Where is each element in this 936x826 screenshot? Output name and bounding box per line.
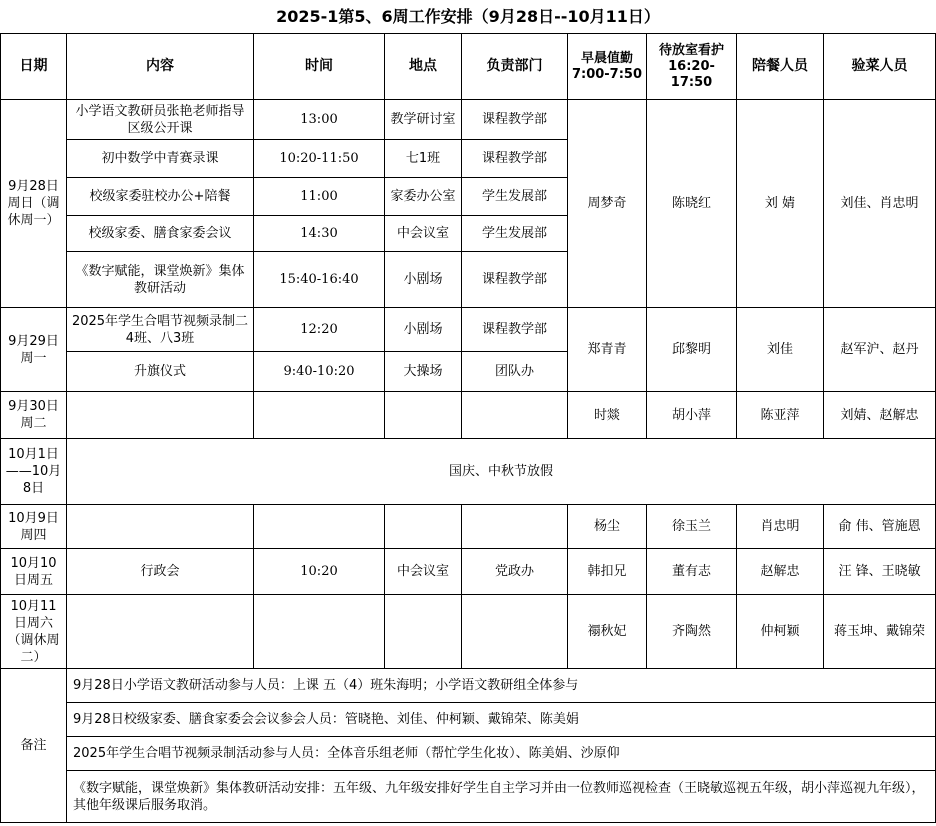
- event-content: 校级家委、膳食家委会议: [67, 216, 254, 252]
- morning-duty-cell: 韩扣兄: [568, 549, 647, 595]
- event-time: 10:20-11:50: [254, 140, 385, 178]
- remark-row: [1, 703, 936, 737]
- event-time: [254, 505, 385, 549]
- header-morning-duty-time: 7:00-7:50: [571, 66, 643, 82]
- event-place: 小剧场: [385, 308, 462, 352]
- event-dept: 课程教学部: [462, 252, 568, 308]
- event-place: [385, 505, 462, 549]
- after-school-cell: 董有志: [647, 549, 737, 595]
- event-time: 11:00: [254, 178, 385, 216]
- meal-cell: 仲柯颖: [737, 595, 824, 669]
- event-time: 13:00: [254, 100, 385, 140]
- event-time: 10:20: [254, 549, 385, 595]
- morning-duty-cell: 郑青青: [568, 308, 647, 392]
- after-school-cell: 胡小萍: [647, 392, 737, 439]
- event-content: 初中数学中青赛录课: [67, 140, 254, 178]
- table-row: [1, 505, 936, 549]
- food-check-cell: 赵军沪、赵丹: [824, 308, 936, 392]
- header-time: 时间: [254, 34, 385, 100]
- event-place: [385, 392, 462, 439]
- morning-duty-cell: 周梦奇: [568, 100, 647, 308]
- after-school-cell: 陈晓红: [647, 100, 737, 308]
- table-row: [1, 100, 936, 140]
- table-row: [1, 392, 936, 439]
- after-school-cell: 徐玉兰: [647, 505, 737, 549]
- event-content: 升旗仪式: [67, 352, 254, 392]
- table-row: [1, 308, 936, 352]
- event-time: 9:40-10:20: [254, 352, 385, 392]
- date-cell: 9月30日周二: [1, 392, 67, 439]
- table-row: [1, 439, 936, 505]
- event-place: 七1班: [385, 140, 462, 178]
- after-school-cell: 齐陶然: [647, 595, 737, 669]
- header-dept: 负责部门: [462, 34, 568, 100]
- event-content: [67, 392, 254, 439]
- remark-row: [1, 771, 936, 823]
- event-dept: 课程教学部: [462, 100, 568, 140]
- remark-text: 《数字赋能，课堂焕新》集体教研活动安排：五年级、九年级安排好学生自主学习并由一位教师巡视检查（王晓敏巡视五年级，胡小萍巡视九年级），其他年级课后服务取消。: [67, 771, 936, 823]
- event-dept: 学生发展部: [462, 216, 568, 252]
- holiday-cell: 国庆、中秋节放假: [67, 439, 936, 505]
- meal-cell: 刘 婧: [737, 100, 824, 308]
- date-cell: 10月10日周五: [1, 549, 67, 595]
- header-date: 日期: [1, 34, 67, 100]
- date-cell: 10月1日——10月8日: [1, 439, 67, 505]
- event-time: 14:30: [254, 216, 385, 252]
- event-time: [254, 392, 385, 439]
- header-food-check: 验菜人员: [824, 34, 936, 100]
- food-check-cell: 蒋玉坤、戴锦荣: [824, 595, 936, 669]
- remark-row: [1, 669, 936, 703]
- event-time: 12:20: [254, 308, 385, 352]
- meal-cell: 赵解忠: [737, 549, 824, 595]
- event-place: 小剧场: [385, 252, 462, 308]
- event-dept: 课程教学部: [462, 140, 568, 178]
- event-dept: [462, 595, 568, 669]
- header-after-school-label: 待放室看护: [658, 42, 724, 58]
- header-place: 地点: [385, 34, 462, 100]
- remarks-label: 备注: [1, 669, 67, 823]
- event-place: 大操场: [385, 352, 462, 392]
- event-content: 行政会: [67, 549, 254, 595]
- header-meal: 陪餐人员: [737, 34, 824, 100]
- morning-duty-cell: 时燚: [568, 392, 647, 439]
- remark-text: 9月28日校级家委、膳食家委会会议参会人员：管晓艳、刘佳、仲柯颖、戴锦荣、陈美娟: [67, 703, 936, 737]
- event-place: 中会议室: [385, 549, 462, 595]
- header-content: 内容: [67, 34, 254, 100]
- remark-text: 2025年学生合唱节视频录制活动参与人员：全体音乐组老师（帮忙学生化妆）、陈美娟、沙原仰: [67, 737, 936, 771]
- date-cell: 9月29日周一: [1, 308, 67, 392]
- event-dept: 团队办: [462, 352, 568, 392]
- event-content: 校级家委驻校办公+陪餐: [67, 178, 254, 216]
- remark-text: 9月28日小学语文教研活动参与人员：上课 五（4）班朱海明；小学语文教研组全体参与: [67, 669, 936, 703]
- meal-cell: 刘佳: [737, 308, 824, 392]
- event-content: [67, 595, 254, 669]
- page-title: 2025-1第5、6周工作安排（9月28日--10月11日）: [1, 0, 936, 34]
- header-after-school: [647, 34, 737, 100]
- table-row: [1, 549, 936, 595]
- food-check-cell: 刘佳、肖忠明: [824, 100, 936, 308]
- event-place: 教学研讨室: [385, 100, 462, 140]
- meal-cell: 陈亚萍: [737, 392, 824, 439]
- event-content: [67, 505, 254, 549]
- morning-duty-cell: 禤秋妃: [568, 595, 647, 669]
- food-check-cell: 俞 伟、管施恩: [824, 505, 936, 549]
- header-morning-duty-label: 早晨值勤: [580, 50, 633, 66]
- event-dept: 学生发展部: [462, 178, 568, 216]
- event-place: 中会议室: [385, 216, 462, 252]
- food-check-cell: 汪 锋、王晓敏: [824, 549, 936, 595]
- header-morning-duty: [568, 34, 647, 100]
- event-time: [254, 595, 385, 669]
- event-dept: [462, 392, 568, 439]
- event-dept: 党政办: [462, 549, 568, 595]
- event-place: [385, 595, 462, 669]
- table-row: [1, 595, 936, 669]
- date-cell: 10月9日周四: [1, 505, 67, 549]
- header-after-school-time: 16:20-17:50: [668, 58, 715, 90]
- event-content: 2025年学生合唱节视频录制二4班、八3班: [67, 308, 254, 352]
- remark-row: [1, 737, 936, 771]
- event-time: 15:40-16:40: [254, 252, 385, 308]
- after-school-cell: 邱黎明: [647, 308, 737, 392]
- date-cell: 9月28日周日（调休周一）: [1, 100, 67, 308]
- event-content: 《数字赋能，课堂焕新》集体教研活动: [67, 252, 254, 308]
- event-dept: 课程教学部: [462, 308, 568, 352]
- event-content: 小学语文教研员张艳老师指导区级公开课: [67, 100, 254, 140]
- event-dept: [462, 505, 568, 549]
- date-cell: 10月11日周六（调休周二）: [1, 595, 67, 669]
- event-place: 家委办公室: [385, 178, 462, 216]
- food-check-cell: 刘婧、赵解忠: [824, 392, 936, 439]
- morning-duty-cell: 杨尘: [568, 505, 647, 549]
- meal-cell: 肖忠明: [737, 505, 824, 549]
